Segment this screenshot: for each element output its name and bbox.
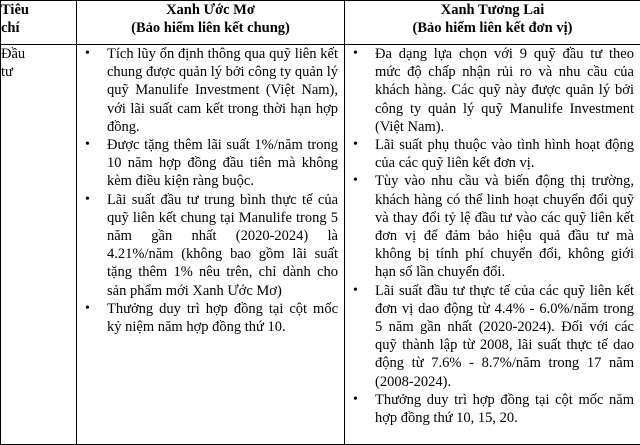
- product2-header: [345, 1, 640, 45]
- criteria-header: [1, 1, 77, 45]
- bullet-icon: •: [85, 300, 90, 316]
- product1-bullet-point: [77, 136, 344, 191]
- bullet-icon: •: [353, 173, 358, 189]
- product1-header: [77, 1, 345, 45]
- bullet-icon: •: [353, 137, 358, 153]
- bullet-icon: •: [85, 46, 90, 61]
- product2-points-list: [345, 45, 640, 427]
- product2-bullet-text: Thưởng duy trì hợp đồng tại cột mốc năm hợp đồng thứ 10, 15, 20.: [375, 391, 634, 427]
- product1-points-cell: [77, 45, 345, 445]
- product2-bullet-point: [345, 391, 640, 427]
- criteria-header-line-2: chí: [1, 20, 20, 37]
- investment-criteria-line-1: Đầu: [1, 46, 26, 62]
- product1-bullet-text: Được tặng thêm lãi suất 1%/năm trong 10 năm hợp đồng đầu tiên mà không kèm điều kiện ràng buộc.: [107, 137, 338, 190]
- product2-name: Xanh Tương Lai: [440, 2, 545, 18]
- product1-bullet-point: [77, 191, 344, 300]
- product1-bullet-point: [77, 300, 344, 336]
- criteria-header-line-1: Tiêu: [1, 2, 29, 18]
- product2-bullet-point: [345, 136, 640, 172]
- bullet-icon: •: [353, 282, 358, 298]
- product1-type: (Bảo hiểm liên kết chung): [131, 20, 290, 37]
- product1-bullet-point: [77, 45, 344, 136]
- product1-bullet-text: Tích lũy ổn định thông qua quỹ liên kết chung được quản lý bởi công ty quản lý quỹ Manulife Investment (Việt Nam), với lãi suất cam kết trong thời hạn hợp đồng.: [107, 46, 338, 135]
- bullet-icon: •: [353, 46, 358, 61]
- investment-criteria-line-2: tư: [1, 64, 13, 81]
- product1-bullet-text: Lãi suất đầu tư trung bình thực tế của quỹ liên kết chung tại Manulife trong 5 năm gần nhất (2020-2024) là 4.21%/năm (không bao gồm lãi suất tặng thêm 1% nêu trên, chỉ dành cho sản phẩm mới Xanh Ước Mơ): [107, 191, 338, 299]
- product2-bullet-point: [345, 172, 640, 281]
- product2-bullet-text: Tùy vào nhu cầu và biến động thị trường, khách hàng có thể linh hoạt chuyển đổi quỹ và thay đổi tỷ lệ đầu tư vào các quỹ liên kết đơn vị để đảm bảo hiệu quả đầu tư mà không bị tính phí chuyển đổi, không giới hạn số lần chuyển đổi.: [375, 173, 634, 281]
- product1-points-list: [77, 45, 344, 336]
- product1-name: Xanh Ước Mơ: [166, 2, 255, 18]
- product1-bullet-text: Thưởng duy trì hợp đồng tại cột mốc kỷ niệm năm hợp đồng thứ 10.: [107, 300, 338, 336]
- header-row: [1, 1, 640, 45]
- bullet-icon: •: [85, 137, 90, 153]
- product2-bullet-point: [345, 45, 640, 136]
- product2-bullet-text: Lãi suất đầu tư thực tế của các quỹ liên kết đơn vị dao động từ 4.4% - 6.0%/năm trong 5 năm gần nhất (2020-2024). Đối với các quỹ thành lập từ 2008, lãi suất thực tế dao động từ 7.6% - 8.7%/năm trong 17 năm (2008-2024).: [375, 282, 634, 390]
- bullet-icon: •: [353, 391, 358, 407]
- product2-bullet-text: Lãi suất phụ thuộc vào tình hình hoạt động của các quỹ liên kết đơn vị.: [375, 137, 634, 172]
- bullet-icon: •: [85, 191, 90, 207]
- product2-bullet-point: [345, 282, 640, 391]
- investment-row: [1, 45, 640, 445]
- product2-bullet-text: Đa dạng lựa chọn với 9 quỹ đầu tư theo mức độ chấp nhận rủi ro và nhu cầu của khách hàng. Các quỹ này được quản lý bởi công ty quản lý quỹ Manulife Investment (Việt Nam).: [375, 46, 634, 135]
- investment-criteria-cell: [1, 45, 77, 445]
- product2-type: (Bảo hiểm liên kết đơn vị): [412, 20, 573, 37]
- product2-points-cell: [345, 45, 640, 445]
